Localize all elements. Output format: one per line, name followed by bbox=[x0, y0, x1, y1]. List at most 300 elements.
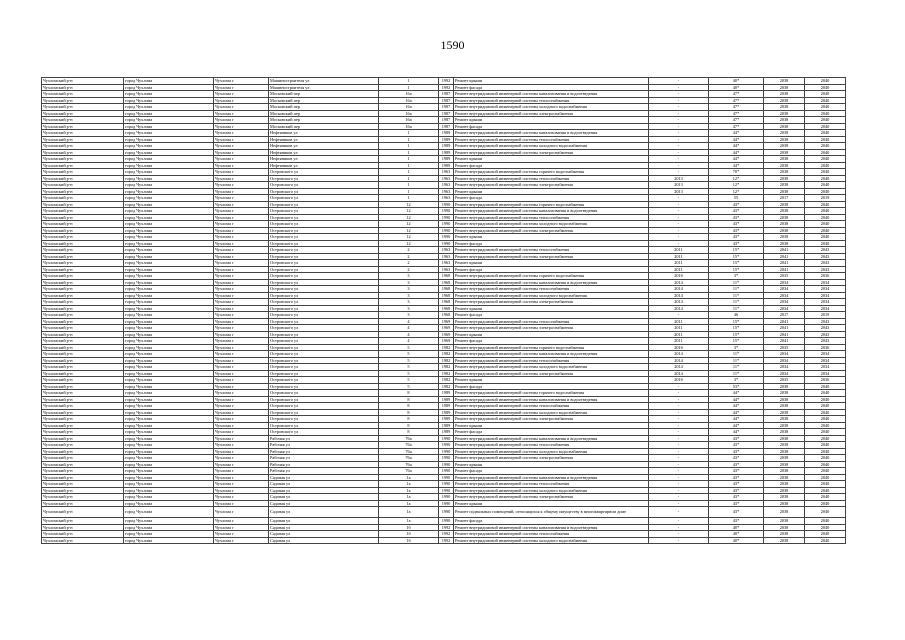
cell-district: Чухломский р-н bbox=[42, 123, 124, 130]
cell-street: Московский пер bbox=[269, 91, 379, 98]
cell-plan-start: 2038 bbox=[764, 188, 805, 195]
cell-year: 1963 bbox=[439, 266, 454, 273]
cell-year: 1968 bbox=[439, 279, 454, 286]
cell-house: 76а bbox=[379, 461, 439, 468]
cell-house: 8 bbox=[379, 390, 439, 397]
cell-house: 1 bbox=[379, 78, 439, 85]
cell-street: Островского ул bbox=[269, 409, 379, 416]
cell-plan-start: 2038 bbox=[764, 136, 805, 143]
cell-last-repair-year: - bbox=[649, 468, 709, 475]
cell-work-type: Ремонт внутридомовой инженерной системы холодного водоснабжения bbox=[454, 448, 649, 455]
cell-plan-start: 2038 bbox=[764, 221, 805, 228]
cell-settlement: город Чухлома bbox=[124, 305, 214, 312]
cell-locality: Чухлома г bbox=[214, 435, 269, 442]
cell-work-type: Ремонт внутридомовой инженерной системы канализования и водоотведения bbox=[454, 435, 649, 442]
cell-district: Чухломский р-н bbox=[42, 247, 124, 254]
cell-work-type: Ремонт фасада bbox=[454, 312, 649, 319]
cell-plan-start: 2038 bbox=[764, 461, 805, 468]
cell-district: Чухломский р-н bbox=[42, 537, 124, 544]
cell-year: 1968 bbox=[439, 299, 454, 306]
cell-plan-end: 2040 bbox=[805, 84, 846, 91]
cell-house: 2 bbox=[379, 266, 439, 273]
cell-plan-start: 2041 bbox=[764, 253, 805, 260]
cell-plan-start: 2041 bbox=[764, 338, 805, 345]
cell-house: 16а bbox=[379, 110, 439, 117]
cell-locality: Чухлома г bbox=[214, 344, 269, 351]
cell-settlement: город Чухлома bbox=[124, 494, 214, 501]
cell-work-type: Ремонт крыши bbox=[454, 500, 649, 507]
cell-year: 1990 bbox=[439, 455, 454, 462]
cell-locality: Чухлома г bbox=[214, 143, 269, 150]
cell-last-repair-year: - bbox=[649, 312, 709, 319]
cell-wear: 15* bbox=[709, 253, 764, 260]
cell-work-type: Ремонт внутридомовой инженерной системы канализования и водоотведения bbox=[454, 91, 649, 98]
cell-settlement: город Чухлома bbox=[124, 409, 214, 416]
cell-settlement: город Чухлома bbox=[124, 227, 214, 234]
cell-street: Нефтяников ул bbox=[269, 130, 379, 137]
cell-house: 16а bbox=[379, 104, 439, 111]
cell-plan-end: 2019 bbox=[805, 312, 846, 319]
cell-street: Островского ул bbox=[269, 292, 379, 299]
cell-year: 1990 bbox=[439, 208, 454, 215]
cell-district: Чухломский р-н bbox=[42, 221, 124, 228]
cell-year: 1990 bbox=[439, 448, 454, 455]
cell-last-repair-year: 2011 bbox=[649, 266, 709, 273]
cell-settlement: город Чухлома bbox=[124, 279, 214, 286]
cell-last-repair-year: - bbox=[649, 156, 709, 163]
cell-locality: Чухлома г bbox=[214, 461, 269, 468]
cell-locality: Чухлома г bbox=[214, 97, 269, 104]
cell-locality: Чухлома г bbox=[214, 312, 269, 319]
cell-house: 1 bbox=[379, 149, 439, 156]
cell-wear: 47* bbox=[709, 117, 764, 124]
cell-last-repair-year: - bbox=[649, 435, 709, 442]
cell-street: Островского ул bbox=[269, 396, 379, 403]
cell-work-type: Ремонт внутридомовой инженерной системы холодного водоснабжения bbox=[454, 292, 649, 299]
cell-plan-start: 2038 bbox=[764, 175, 805, 182]
cell-last-repair-year: - bbox=[649, 130, 709, 137]
cell-work-type: Ремонт внутридомовой инженерной системы канализования и водоотведения bbox=[454, 396, 649, 403]
cell-plan-start: 2034 bbox=[764, 351, 805, 358]
cell-last-repair-year: - bbox=[649, 461, 709, 468]
cell-last-repair-year: 2011 bbox=[649, 331, 709, 338]
cell-settlement: город Чухлома bbox=[124, 429, 214, 436]
cell-house: 3 bbox=[379, 299, 439, 306]
cell-year: 1963 bbox=[439, 195, 454, 202]
cell-year: 1968 bbox=[439, 292, 454, 299]
cell-work-type: Ремонт внутридомовой инженерной системы электроснабжения bbox=[454, 110, 649, 117]
cell-wear: 43* bbox=[709, 494, 764, 501]
cell-plan-end: 2034 bbox=[805, 279, 846, 286]
cell-locality: Чухлома г bbox=[214, 162, 269, 169]
cell-district: Чухломский р-н bbox=[42, 416, 124, 423]
cell-work-type: Ремонт крыши bbox=[454, 188, 649, 195]
cell-plan-start: 2038 bbox=[764, 214, 805, 221]
cell-street: Машиностроителя ул bbox=[269, 84, 379, 91]
cell-district: Чухломский р-н bbox=[42, 208, 124, 215]
cell-house: 1а bbox=[379, 507, 439, 518]
cell-settlement: город Чухлома bbox=[124, 518, 214, 525]
cell-settlement: город Чухлома bbox=[124, 260, 214, 267]
cell-last-repair-year: - bbox=[649, 455, 709, 462]
cell-locality: Чухлома г bbox=[214, 253, 269, 260]
cell-plan-start: 2038 bbox=[764, 201, 805, 208]
cell-year: 1969 bbox=[439, 331, 454, 338]
cell-last-repair-year: 2014 bbox=[649, 299, 709, 306]
cell-year: 1968 bbox=[439, 286, 454, 293]
cell-last-repair-year: - bbox=[649, 524, 709, 531]
cell-year: 1963 bbox=[439, 175, 454, 182]
cell-wear: 3* bbox=[709, 377, 764, 384]
table-row bbox=[42, 537, 846, 544]
cell-plan-end: 2040 bbox=[805, 531, 846, 538]
cell-district: Чухломский р-н bbox=[42, 481, 124, 488]
cell-year: 1990 bbox=[439, 240, 454, 247]
cell-district: Чухломский р-н bbox=[42, 474, 124, 481]
cell-year: 1989 bbox=[439, 403, 454, 410]
cell-year: 1990 bbox=[439, 461, 454, 468]
cell-locality: Чухлома г bbox=[214, 448, 269, 455]
cell-street: Рабочая ул bbox=[269, 442, 379, 449]
cell-settlement: город Чухлома bbox=[124, 299, 214, 306]
cell-street: Рабочая ул bbox=[269, 448, 379, 455]
cell-district: Чухломский р-н bbox=[42, 273, 124, 280]
cell-district: Чухломский р-н bbox=[42, 500, 124, 507]
cell-year: 1963 bbox=[439, 247, 454, 254]
cell-street: Островского ул bbox=[269, 247, 379, 254]
cell-work-type: Ремонт внутридомовой инженерной системы теплоснабжения bbox=[454, 531, 649, 538]
cell-locality: Чухлома г bbox=[214, 299, 269, 306]
cell-locality: Чухлома г bbox=[214, 286, 269, 293]
cell-year: 1968 bbox=[439, 305, 454, 312]
cell-year: 1990 bbox=[439, 214, 454, 221]
cell-settlement: город Чухлома bbox=[124, 130, 214, 137]
cell-house: 8 bbox=[379, 422, 439, 429]
cell-locality: Чухлома г bbox=[214, 487, 269, 494]
cell-wear: 44* bbox=[709, 143, 764, 150]
cell-plan-end: 2040 bbox=[805, 136, 846, 143]
cell-locality: Чухлома г bbox=[214, 273, 269, 280]
cell-wear: 44* bbox=[709, 396, 764, 403]
cell-plan-start: 2038 bbox=[764, 143, 805, 150]
cell-settlement: город Чухлома bbox=[124, 377, 214, 384]
cell-street: Рабочая ул bbox=[269, 461, 379, 468]
cell-settlement: город Чухлома bbox=[124, 104, 214, 111]
cell-house: 1а bbox=[379, 500, 439, 507]
cell-last-repair-year: - bbox=[649, 169, 709, 176]
cell-plan-end: 2040 bbox=[805, 110, 846, 117]
cell-locality: Чухлома г bbox=[214, 110, 269, 117]
cell-year: 1963 bbox=[439, 253, 454, 260]
cell-settlement: город Чухлома bbox=[124, 234, 214, 241]
cell-last-repair-year: 2011 bbox=[649, 253, 709, 260]
cell-last-repair-year: - bbox=[649, 448, 709, 455]
cell-last-repair-year: - bbox=[649, 143, 709, 150]
cell-street: Островского ул bbox=[269, 351, 379, 358]
cell-district: Чухломский р-н bbox=[42, 403, 124, 410]
cell-plan-start: 2034 bbox=[764, 357, 805, 364]
cell-street: Островского ул bbox=[269, 175, 379, 182]
cell-house: 1 bbox=[379, 156, 439, 163]
cell-work-type: Ремонт внутридомовой инженерной системы теплоснабжения bbox=[454, 286, 649, 293]
cell-settlement: город Чухлома bbox=[124, 286, 214, 293]
cell-wear: 44* bbox=[709, 136, 764, 143]
cell-district: Чухломский р-н bbox=[42, 260, 124, 267]
cell-year: 1963 bbox=[439, 188, 454, 195]
table-body bbox=[42, 78, 846, 544]
cell-district: Чухломский р-н bbox=[42, 195, 124, 202]
cell-house: 8 bbox=[379, 403, 439, 410]
cell-street: Рабочая ул bbox=[269, 455, 379, 462]
cell-locality: Чухлома г bbox=[214, 494, 269, 501]
cell-locality: Чухлома г bbox=[214, 227, 269, 234]
cell-plan-end: 2040 bbox=[805, 182, 846, 189]
cell-wear: 47* bbox=[709, 123, 764, 130]
cell-plan-end: 2040 bbox=[805, 149, 846, 156]
cell-work-type: Ремонт внутридомовой инженерной системы электроснабжения bbox=[454, 227, 649, 234]
cell-work-type: Ремонт внутридомовой инженерной системы холодного водоснабжения bbox=[454, 487, 649, 494]
cell-last-repair-year: - bbox=[649, 390, 709, 397]
cell-year: 1987 bbox=[439, 97, 454, 104]
cell-work-type: Ремонт крыши bbox=[454, 422, 649, 429]
cell-plan-start: 2034 bbox=[764, 364, 805, 371]
cell-plan-end: 2040 bbox=[805, 117, 846, 124]
cell-year: 1989 bbox=[439, 396, 454, 403]
cell-plan-start: 2035 bbox=[764, 273, 805, 280]
cell-district: Чухломский р-н bbox=[42, 110, 124, 117]
cell-locality: Чухлома г bbox=[214, 240, 269, 247]
cell-wear: 43* bbox=[709, 448, 764, 455]
cell-street: Нефтяников ул bbox=[269, 162, 379, 169]
cell-last-repair-year: - bbox=[649, 123, 709, 130]
cell-settlement: город Чухлома bbox=[124, 156, 214, 163]
cell-plan-start: 2038 bbox=[764, 390, 805, 397]
cell-last-repair-year: - bbox=[649, 383, 709, 390]
cell-street: Садовая ул bbox=[269, 518, 379, 525]
cell-settlement: город Чухлома bbox=[124, 318, 214, 325]
cell-work-type: Ремонт крыши bbox=[454, 461, 649, 468]
cell-street: Рабочая ул bbox=[269, 435, 379, 442]
cell-wear: 15* bbox=[709, 260, 764, 267]
cell-district: Чухломский р-н bbox=[42, 104, 124, 111]
cell-plan-start: 2038 bbox=[764, 208, 805, 215]
cell-wear: 11* bbox=[709, 351, 764, 358]
cell-district: Чухломский р-н bbox=[42, 312, 124, 319]
cell-plan-end: 2040 bbox=[805, 500, 846, 507]
cell-settlement: город Чухлома bbox=[124, 422, 214, 429]
cell-settlement: город Чухлома bbox=[124, 169, 214, 176]
cell-wear: 43* bbox=[709, 442, 764, 449]
cell-work-type: Ремонт внутридомовой инженерной системы горячего водоснабжения bbox=[454, 273, 649, 280]
cell-last-repair-year: 2016 bbox=[649, 344, 709, 351]
cell-plan-end: 2040 bbox=[805, 240, 846, 247]
cell-locality: Чухлома г bbox=[214, 429, 269, 436]
cell-plan-start: 2038 bbox=[764, 227, 805, 234]
cell-wear: 40* bbox=[709, 524, 764, 531]
cell-district: Чухломский р-н bbox=[42, 396, 124, 403]
cell-house: 76а bbox=[379, 435, 439, 442]
cell-district: Чухломский р-н bbox=[42, 130, 124, 137]
cell-plan-end: 2040 bbox=[805, 169, 846, 176]
cell-work-type: Ремонт внутридомовой инженерной системы электроснабжения bbox=[454, 455, 649, 462]
cell-year: 1982 bbox=[439, 351, 454, 358]
cell-street: Островского ул bbox=[269, 195, 379, 202]
cell-work-type: Ремонт крыши bbox=[454, 305, 649, 312]
cell-year: 1987 bbox=[439, 123, 454, 130]
cell-wear: 43* bbox=[709, 518, 764, 525]
cell-year: 1992 bbox=[439, 78, 454, 85]
cell-year: 1992 bbox=[439, 537, 454, 544]
cell-plan-end: 2034 bbox=[805, 370, 846, 377]
cell-plan-end: 2040 bbox=[805, 188, 846, 195]
cell-house: 1 bbox=[379, 162, 439, 169]
cell-street: Островского ул bbox=[269, 240, 379, 247]
cell-plan-start: 2038 bbox=[764, 468, 805, 475]
cell-locality: Чухлома г bbox=[214, 390, 269, 397]
cell-year: 1969 bbox=[439, 318, 454, 325]
cell-year: 1990 bbox=[439, 494, 454, 501]
cell-year: 1982 bbox=[439, 377, 454, 384]
cell-wear: 43* bbox=[709, 227, 764, 234]
cell-plan-end: 2040 bbox=[805, 448, 846, 455]
cell-plan-end: 2040 bbox=[805, 91, 846, 98]
cell-year: 1990 bbox=[439, 518, 454, 525]
cell-district: Чухломский р-н bbox=[42, 279, 124, 286]
cell-locality: Чухлома г bbox=[214, 195, 269, 202]
cell-work-type: Ремонт внутридомовой инженерной системы горячего водоснабжения bbox=[454, 390, 649, 397]
cell-wear: 43* bbox=[709, 240, 764, 247]
cell-district: Чухломский р-н bbox=[42, 234, 124, 241]
cell-plan-end: 2040 bbox=[805, 518, 846, 525]
cell-street: Нефтяников ул bbox=[269, 156, 379, 163]
cell-district: Чухломский р-н bbox=[42, 318, 124, 325]
cell-plan-end: 2034 bbox=[805, 351, 846, 358]
cell-street: Островского ул bbox=[269, 273, 379, 280]
cell-locality: Чухлома г bbox=[214, 292, 269, 299]
cell-wear: 47* bbox=[709, 104, 764, 111]
cell-house: 12 bbox=[379, 227, 439, 234]
cell-work-type: Ремонт фасада bbox=[454, 123, 649, 130]
cell-plan-start: 2038 bbox=[764, 416, 805, 423]
cell-district: Чухломский р-н bbox=[42, 117, 124, 124]
cell-work-type: Ремонт подвальных помещений, относящихся к общему имуществу в многоквартирном доме bbox=[454, 507, 649, 518]
cell-house: 12 bbox=[379, 208, 439, 215]
page-number: 1590 bbox=[440, 38, 465, 52]
cell-wear: 12* bbox=[709, 175, 764, 182]
cell-district: Чухломский р-н bbox=[42, 524, 124, 531]
cell-wear: 11* bbox=[709, 299, 764, 306]
cell-year: 1987 bbox=[439, 104, 454, 111]
cell-plan-end: 2040 bbox=[805, 429, 846, 436]
cell-street: Московский пер bbox=[269, 104, 379, 111]
cell-plan-start: 2034 bbox=[764, 279, 805, 286]
cell-plan-end: 2019 bbox=[805, 195, 846, 202]
cell-settlement: город Чухлома bbox=[124, 221, 214, 228]
cell-locality: Чухлома г bbox=[214, 474, 269, 481]
cell-plan-start: 2038 bbox=[764, 524, 805, 531]
cell-last-repair-year: 2013 bbox=[649, 188, 709, 195]
cell-district: Чухломский р-н bbox=[42, 494, 124, 501]
cell-settlement: город Чухлома bbox=[124, 524, 214, 531]
cell-house: 1 bbox=[379, 182, 439, 189]
cell-last-repair-year: 2014 bbox=[649, 292, 709, 299]
cell-house: 8 bbox=[379, 429, 439, 436]
cell-wear: 43* bbox=[709, 455, 764, 462]
cell-work-type: Ремонт внутридомовой инженерной системы холодного водоснабжения bbox=[454, 104, 649, 111]
cell-district: Чухломский р-н bbox=[42, 91, 124, 98]
cell-house: 1 bbox=[379, 143, 439, 150]
cell-settlement: город Чухлома bbox=[124, 357, 214, 364]
cell-year: 1963 bbox=[439, 169, 454, 176]
cell-plan-end: 2040 bbox=[805, 162, 846, 169]
cell-locality: Чухлома г bbox=[214, 507, 269, 518]
cell-plan-end: 2040 bbox=[805, 383, 846, 390]
cell-last-repair-year: 2013 bbox=[649, 182, 709, 189]
cell-house: 76а bbox=[379, 468, 439, 475]
cell-wear: 11* bbox=[709, 364, 764, 371]
cell-last-repair-year: - bbox=[649, 481, 709, 488]
cell-settlement: город Чухлома bbox=[124, 500, 214, 507]
cell-locality: Чухлома г bbox=[214, 84, 269, 91]
cell-wear: 11* bbox=[709, 305, 764, 312]
cell-last-repair-year: 2011 bbox=[649, 338, 709, 345]
cell-locality: Чухлома г bbox=[214, 182, 269, 189]
cell-wear: 47* bbox=[709, 110, 764, 117]
cell-wear: 11* bbox=[709, 286, 764, 293]
cell-settlement: город Чухлома bbox=[124, 78, 214, 85]
cell-street: Островского ул bbox=[269, 422, 379, 429]
cell-plan-end: 2040 bbox=[805, 227, 846, 234]
cell-plan-start: 2038 bbox=[764, 104, 805, 111]
cell-plan-end: 2040 bbox=[805, 143, 846, 150]
cell-plan-start: 2038 bbox=[764, 481, 805, 488]
cell-house: 1б bbox=[379, 537, 439, 544]
cell-plan-end: 2040 bbox=[805, 468, 846, 475]
cell-street: Островского ул bbox=[269, 416, 379, 423]
cell-street: Островского ул bbox=[269, 370, 379, 377]
cell-plan-start: 2038 bbox=[764, 487, 805, 494]
cell-settlement: город Чухлома bbox=[124, 390, 214, 397]
cell-street: Островского ул bbox=[269, 182, 379, 189]
cell-last-repair-year: - bbox=[649, 531, 709, 538]
cell-plan-start: 2038 bbox=[764, 383, 805, 390]
cell-wear: 44* bbox=[709, 429, 764, 436]
cell-wear: 43* bbox=[709, 208, 764, 215]
cell-work-type: Ремонт фасада bbox=[454, 518, 649, 525]
cell-plan-end: 2040 bbox=[805, 396, 846, 403]
cell-wear: 44* bbox=[709, 156, 764, 163]
cell-plan-start: 2038 bbox=[764, 537, 805, 544]
cell-wear: 47* bbox=[709, 97, 764, 104]
cell-last-repair-year: - bbox=[649, 201, 709, 208]
cell-plan-start: 2038 bbox=[764, 518, 805, 525]
cell-wear: 11* bbox=[709, 370, 764, 377]
cell-plan-end: 2034 bbox=[805, 305, 846, 312]
cell-house: 3 bbox=[379, 305, 439, 312]
cell-work-type: Ремонт внутридомовой инженерной системы холодного водоснабжения bbox=[454, 221, 649, 228]
cell-year: 1982 bbox=[439, 357, 454, 364]
cell-work-type: Ремонт фасада bbox=[454, 195, 649, 202]
cell-work-type: Ремонт внутридомовой инженерной системы теплоснабжения bbox=[454, 97, 649, 104]
cell-year: 1990 bbox=[439, 442, 454, 449]
cell-district: Чухломский р-н bbox=[42, 448, 124, 455]
cell-wear: 43* bbox=[709, 221, 764, 228]
cell-house: 2 bbox=[379, 260, 439, 267]
cell-district: Чухломский р-н bbox=[42, 377, 124, 384]
cell-street: Садовая ул bbox=[269, 531, 379, 538]
cell-plan-end: 2043 bbox=[805, 247, 846, 254]
cell-plan-start: 2038 bbox=[764, 448, 805, 455]
